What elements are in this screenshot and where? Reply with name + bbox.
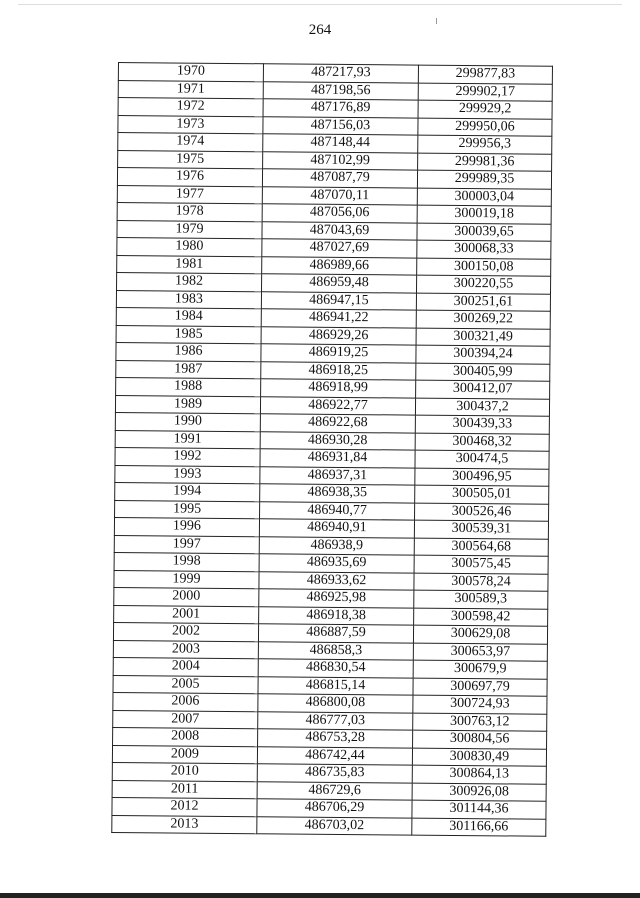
x-coordinate-cell: 486800,08 [258, 694, 413, 713]
year-cell: 2011 [112, 780, 257, 799]
x-coordinate-cell: 486919,25 [261, 344, 416, 363]
year-cell: 1980 [117, 237, 262, 256]
year-cell: 1993 [115, 465, 260, 484]
year-cell: 1994 [115, 482, 260, 501]
year-cell: 1991 [115, 430, 260, 449]
coordinates-table [111, 62, 553, 837]
x-coordinate-cell: 486937,31 [260, 466, 415, 485]
table-row [112, 815, 546, 836]
y-coordinate-cell: 300405,99 [416, 363, 550, 382]
y-coordinate-cell: 300496,95 [415, 468, 549, 487]
y-coordinate-cell: 300068,33 [417, 240, 551, 259]
year-cell: 2013 [112, 815, 257, 834]
year-cell: 1982 [117, 272, 262, 291]
x-coordinate-cell: 486742,44 [257, 746, 412, 765]
x-coordinate-cell: 486918,38 [259, 606, 414, 625]
y-coordinate-cell: 300474,5 [415, 450, 549, 469]
page-number: 264 [308, 22, 332, 38]
x-coordinate-cell: 487156,03 [263, 116, 418, 135]
year-cell: 1996 [114, 517, 259, 536]
y-coordinate-cell: 300412,07 [416, 380, 550, 399]
year-cell: 1975 [118, 150, 263, 169]
y-coordinate-cell: 301144,36 [412, 800, 546, 819]
x-coordinate-cell: 487087,79 [262, 169, 417, 188]
x-coordinate-cell: 486858,3 [258, 641, 413, 660]
year-cell: 1977 [117, 185, 262, 204]
y-coordinate-cell: 300864,13 [412, 765, 546, 784]
x-coordinate-cell: 486729,6 [257, 781, 412, 800]
y-coordinate-cell: 300439,33 [415, 415, 549, 434]
year-cell: 2008 [113, 727, 258, 746]
year-cell: 1988 [116, 377, 261, 396]
y-coordinate-cell: 300150,08 [417, 258, 551, 277]
y-coordinate-cell: 300269,22 [416, 310, 550, 329]
year-cell: 1998 [114, 552, 259, 571]
x-coordinate-cell: 487043,69 [262, 221, 417, 240]
x-coordinate-cell: 486938,35 [260, 484, 415, 503]
coordinates-table-body [112, 63, 553, 837]
y-coordinate-cell: 300926,08 [412, 783, 546, 802]
y-coordinate-cell: 300321,49 [416, 328, 550, 347]
x-coordinate-cell: 486941,22 [261, 309, 416, 328]
x-coordinate-cell: 486959,48 [262, 274, 417, 293]
y-coordinate-cell: 300598,42 [414, 608, 548, 627]
y-coordinate-cell: 300526,46 [415, 503, 549, 522]
year-cell: 1997 [114, 535, 259, 554]
x-coordinate-cell: 486930,28 [260, 431, 415, 450]
year-cell: 1986 [116, 342, 261, 361]
year-cell: 2001 [114, 605, 259, 624]
x-coordinate-cell: 487217,93 [263, 64, 418, 83]
year-cell: 1992 [115, 447, 260, 466]
x-coordinate-cell: 486929,26 [261, 326, 416, 345]
y-coordinate-cell: 300679,9 [413, 660, 547, 679]
x-coordinate-cell: 486989,66 [262, 256, 417, 275]
x-coordinate-cell: 486830,54 [258, 659, 413, 678]
x-coordinate-cell: 486938,9 [259, 536, 414, 555]
year-cell: 1999 [114, 570, 259, 589]
x-coordinate-cell: 486922,68 [260, 414, 415, 433]
year-cell: 1972 [118, 98, 263, 117]
year-cell: 2006 [113, 692, 258, 711]
y-coordinate-cell: 300653,97 [413, 643, 547, 662]
y-coordinate-cell: 300039,65 [417, 223, 551, 242]
x-coordinate-cell: 486735,83 [257, 764, 412, 783]
x-coordinate-cell: 486947,15 [261, 291, 416, 310]
year-cell: 2009 [112, 745, 257, 764]
year-cell: 1976 [117, 168, 262, 187]
y-coordinate-cell: 300468,32 [415, 433, 549, 452]
scan-edge-top [18, 4, 622, 5]
x-coordinate-cell: 486925,98 [259, 589, 414, 608]
year-cell: 2003 [113, 640, 258, 659]
y-coordinate-cell: 299989,35 [417, 170, 551, 189]
x-coordinate-cell: 486931,84 [260, 449, 415, 468]
y-coordinate-cell: 299950,06 [418, 118, 552, 137]
y-coordinate-cell: 300575,45 [414, 555, 548, 574]
year-cell: 1981 [117, 255, 262, 274]
y-coordinate-cell: 300804,56 [413, 730, 547, 749]
year-cell: 1985 [116, 325, 261, 344]
y-coordinate-cell: 300505,01 [415, 485, 549, 504]
x-coordinate-cell: 486940,77 [260, 501, 415, 520]
y-coordinate-cell: 300394,24 [416, 345, 550, 364]
year-cell: 1983 [116, 290, 261, 309]
y-coordinate-cell: 299929,2 [418, 100, 552, 119]
y-coordinate-cell: 300564,68 [414, 538, 548, 557]
y-coordinate-cell: 300763,12 [413, 713, 547, 732]
x-coordinate-cell: 486935,69 [259, 554, 414, 573]
y-coordinate-cell: 300019,18 [417, 205, 551, 224]
year-cell: 2004 [113, 657, 258, 676]
x-coordinate-cell: 486777,03 [258, 711, 413, 730]
x-coordinate-cell: 486703,02 [257, 816, 412, 835]
x-coordinate-cell: 486706,29 [257, 799, 412, 818]
x-coordinate-cell: 486922,77 [260, 396, 415, 415]
x-coordinate-cell: 487102,99 [263, 151, 418, 170]
year-cell: 1979 [117, 220, 262, 239]
x-coordinate-cell: 486815,14 [258, 676, 413, 695]
x-coordinate-cell: 487070,11 [262, 186, 417, 205]
x-coordinate-cell: 486940,91 [259, 519, 414, 538]
x-coordinate-cell: 486918,25 [261, 361, 416, 380]
x-coordinate-cell: 486918,99 [261, 379, 416, 398]
year-cell: 2007 [113, 710, 258, 729]
y-coordinate-cell: 299877,83 [418, 65, 552, 84]
y-coordinate-cell: 299956,3 [418, 135, 552, 154]
x-coordinate-cell: 486887,59 [258, 624, 413, 643]
y-coordinate-cell: 299981,36 [418, 153, 552, 172]
y-coordinate-cell: 300220,55 [416, 275, 550, 294]
year-cell: 1971 [118, 80, 263, 99]
y-coordinate-cell: 300437,2 [415, 398, 549, 417]
year-cell: 1978 [117, 202, 262, 221]
x-coordinate-cell: 486933,62 [259, 571, 414, 590]
year-cell: 1995 [115, 500, 260, 519]
year-cell: 2000 [114, 587, 259, 606]
y-coordinate-cell: 300251,61 [416, 293, 550, 312]
x-coordinate-cell: 487056,06 [262, 204, 417, 223]
year-cell: 1970 [118, 63, 263, 82]
y-coordinate-cell: 300697,79 [413, 678, 547, 697]
year-cell: 1974 [118, 133, 263, 152]
x-coordinate-cell: 487198,56 [263, 81, 418, 100]
year-cell: 1989 [115, 395, 260, 414]
year-cell: 1984 [116, 307, 261, 326]
y-coordinate-cell: 300830,49 [412, 748, 546, 767]
scan-edge-bottom [0, 893, 640, 898]
year-cell: 1973 [118, 115, 263, 134]
y-coordinate-cell: 300589,3 [414, 590, 548, 609]
year-cell: 1987 [116, 360, 261, 379]
year-cell: 2010 [112, 762, 257, 781]
x-coordinate-cell: 487148,44 [263, 134, 418, 153]
y-coordinate-cell: 300578,24 [414, 573, 548, 592]
year-cell: 1990 [115, 412, 260, 431]
y-coordinate-cell: 300724,93 [413, 695, 547, 714]
year-cell: 2012 [112, 797, 257, 816]
y-coordinate-cell: 299902,17 [418, 83, 552, 102]
y-coordinate-cell: 300539,31 [414, 520, 548, 539]
y-coordinate-cell: 300629,08 [413, 625, 547, 644]
y-coordinate-cell: 301166,66 [412, 818, 546, 837]
year-cell: 2005 [113, 675, 258, 694]
year-cell: 2002 [113, 622, 258, 641]
y-coordinate-cell: 300003,04 [417, 188, 551, 207]
x-coordinate-cell: 486753,28 [258, 729, 413, 748]
x-coordinate-cell: 487027,69 [262, 239, 417, 258]
x-coordinate-cell: 487176,89 [263, 99, 418, 118]
